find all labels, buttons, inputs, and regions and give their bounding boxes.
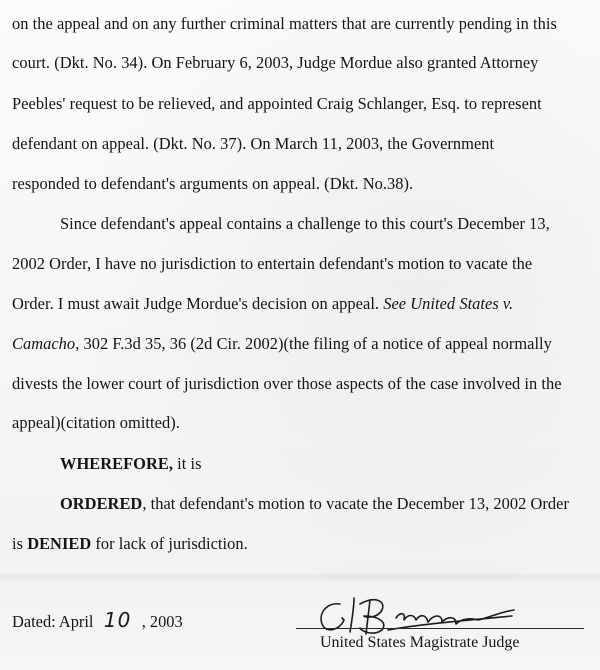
body-line-5: responded to defendant's arguments on appeal. (Dkt. No.38).	[12, 174, 414, 193]
denied-prefix: is	[12, 534, 28, 553]
body-line-1: on the appeal and on any further criminal matters that are currently pending in this	[12, 14, 557, 33]
ordered-text: , that defendant's motion to vacate the December 13, 2002 Order	[142, 494, 569, 513]
signature-line	[296, 628, 584, 629]
dated-day-handwritten: 10	[103, 608, 132, 632]
denied-text: for lack of jurisdiction.	[91, 534, 248, 553]
body-line-9-text: , 302 F.3d 35, 36 (2d Cir. 2002)(the filing of a notice of appeal normally	[75, 334, 552, 353]
body-line-8-text: Order. I must await Judge Mordue's decision on appeal.	[12, 294, 384, 313]
body-line-8	[12, 294, 513, 314]
wherefore-line	[60, 454, 202, 474]
wherefore-text: it is	[172, 454, 202, 473]
dated-label: Dated: April	[12, 612, 98, 631]
denied-line	[12, 534, 248, 554]
dated-line	[12, 610, 183, 632]
ordered-heading: ORDERED	[60, 494, 143, 513]
body-line-3: Peebles' request to be relieved, and appointed Craig Schlanger, Esq. to represent	[12, 94, 542, 113]
body-line-9	[12, 334, 552, 354]
citation-case-name: See United States v.	[383, 294, 514, 313]
signer-title: United States Magistrate Judge	[320, 634, 520, 651]
ordered-line	[60, 494, 569, 514]
wherefore-heading: WHEREFORE,	[60, 454, 173, 473]
body-line-7: 2002 Order, I have no jurisdiction to entertain defendant's motion to vacate the	[12, 254, 533, 273]
judge-signature	[300, 590, 560, 638]
citation-case-name-2: Camacho	[12, 334, 76, 353]
body-line-10: divests the lower court of jurisdiction over those aspects of the case involved in the	[12, 374, 562, 393]
body-line-2: court. (Dkt. No. 34). On February 6, 2003, Judge Mordue also granted Attorney	[12, 53, 539, 72]
dated-year: , 2003	[137, 612, 183, 631]
paper-fold	[0, 572, 600, 582]
body-line-4: defendant on appeal. (Dkt. No. 37). On March 11, 2003, the Government	[12, 134, 495, 153]
body-line-6: Since defendant's appeal contains a challenge to this court's December 13,	[60, 214, 550, 233]
body-line-11: appeal)(citation omitted).	[12, 413, 180, 432]
denied-heading: DENIED	[27, 534, 92, 553]
